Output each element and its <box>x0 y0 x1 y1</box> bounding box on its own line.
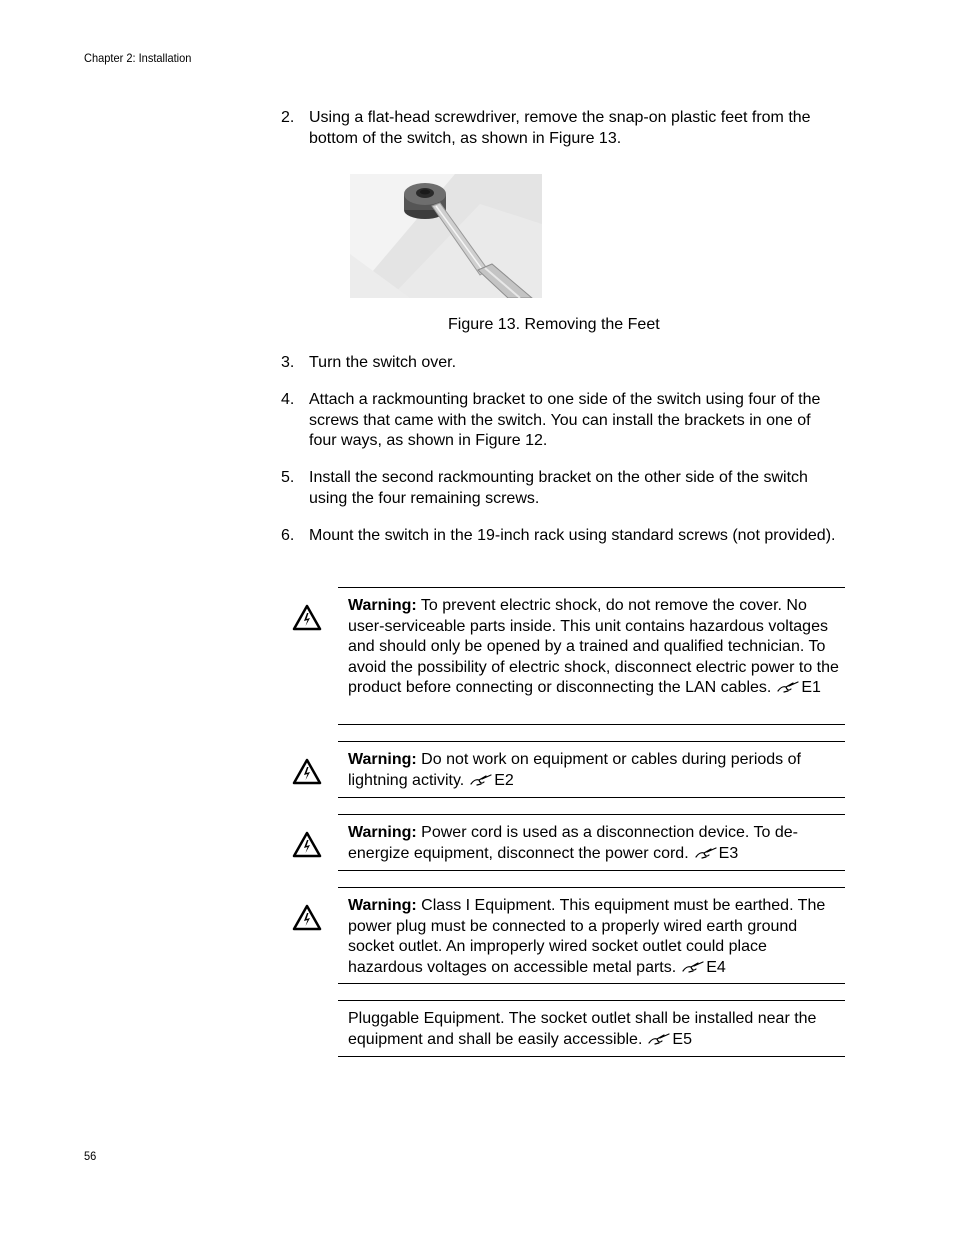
statement-code: E2 <box>494 771 514 789</box>
hand-pointer-icon <box>470 774 494 786</box>
electrical-hazard-icon <box>292 604 322 631</box>
notice-body: Do not work on equipment or cables during periods of lightning activity. <box>348 751 801 789</box>
electrical-hazard-icon <box>292 831 322 858</box>
figure-caption: Figure 13. Removing the Feet <box>448 316 660 333</box>
notice-text <box>348 750 840 791</box>
screwdriver-illustration <box>350 174 542 298</box>
warning-notice-e2 <box>338 741 845 798</box>
statement-code: E5 <box>672 1030 692 1048</box>
step-number: 2. <box>281 109 295 126</box>
warning-label: Warning: <box>348 751 417 768</box>
running-head: Chapter 2: Installation <box>84 51 192 65</box>
warning-notice-e3 <box>338 814 845 871</box>
notice-text <box>348 896 840 978</box>
warning-label: Warning: <box>348 897 417 914</box>
hand-pointer-icon <box>648 1033 672 1045</box>
step-number: 4. <box>281 391 295 408</box>
electrical-hazard-icon <box>292 904 322 931</box>
note-notice-e5 <box>338 1000 845 1057</box>
statement-code: E1 <box>801 679 821 696</box>
notice-text <box>348 596 840 699</box>
figure-removing-feet <box>350 174 542 298</box>
statement-code: E4 <box>706 958 726 976</box>
warning-notice-e4 <box>338 887 845 984</box>
notice-body: To prevent electric shock, do not remove the cover. No user-serviceable parts inside. This unit contains hazardous voltages and should only be opened by a trained and qualified technician. To avoid the possibility of electric shock, disconnect electric power to the product before connecting or disconnecting the LAN cables. <box>348 597 839 696</box>
step-number: 6. <box>281 527 295 544</box>
warning-label: Warning: <box>348 824 417 841</box>
step-text: Attach a rackmounting bracket to one side of the switch using four of the screws that came with the switch. You can install the brackets in one of four ways, as shown in Figure 12. <box>309 391 821 449</box>
step-text: Install the second rackmounting bracket on the other side of the switch using the four remaining screws. <box>309 469 808 507</box>
warning-label: Warning: <box>348 597 417 614</box>
step-text: Using a flat-head screwdriver, remove the snap-on plastic feet from the bottom of the switch, as shown in Figure 13. <box>309 109 811 147</box>
hand-pointer-icon <box>777 681 801 693</box>
statement-code: E3 <box>718 844 739 862</box>
hand-pointer-icon <box>695 847 719 859</box>
step-number: 3. <box>281 354 295 371</box>
electrical-hazard-icon <box>292 758 322 785</box>
step-text: Turn the switch over. <box>309 354 457 371</box>
notice-text <box>348 1009 840 1050</box>
step-text: Mount the switch in the 19-inch rack using standard screws (not provided). <box>309 527 836 544</box>
notice-text <box>348 823 840 864</box>
hand-pointer-icon <box>682 961 706 973</box>
notice-body: Class I Equipment. This equipment must be earthed. The power plug must be connected to a properly wired earth ground socket outlet. An improperly wired socket outlet could place hazardous voltages on accessible metal parts. <box>348 897 826 976</box>
warning-notice-e1 <box>338 587 845 725</box>
notice-body: Power cord is used as a disconnection device. To de-energize equipment, disconnect the power cord. <box>348 824 798 862</box>
page-number: 56 <box>84 1149 97 1163</box>
notice-body: Pluggable Equipment. The socket outlet shall be installed near the equipment and shall be easily accessible. <box>348 1010 817 1048</box>
step-number: 5. <box>281 469 295 486</box>
